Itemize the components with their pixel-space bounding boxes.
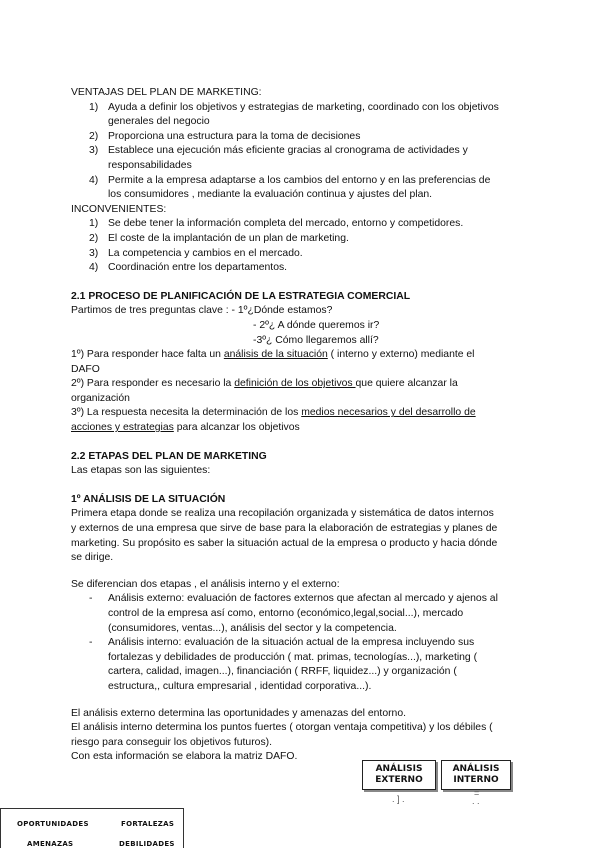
section-heading-2-2: 2.2 ETAPAS DEL PLAN DE MARKETING [71, 450, 267, 462]
list-item: - Análisis interno: evaluación de la situación actual de la empresa incluyendo sus fortalezas y debilidades de producción ( mat. primas, tecnologías...), marketing ( cartera, calidad, imagen...), financiación ( RRFF, liquidez...) y organización ( estructura,, cultura empresarial , identidad corporativa...). [89, 637, 478, 692]
list-item: 2) Proporciona una estructura para la toma de decisiones [89, 130, 361, 142]
analisis-externo-box: ANÁLISIS EXTERNO [362, 760, 436, 790]
answer-2: 2º) Para responder es necesario la definición de los objetivos que quiere alcanzar la organización [71, 378, 458, 404]
dafo-diagram [348, 760, 532, 848]
list-item: 2) El coste de la implantación de un plan de marketing. [89, 232, 349, 244]
list-item: 1) Ayuda a definir los objetivos y estrategias de marketing, coordinado con los objetivos generales del negocio [89, 101, 499, 128]
question-3: -3º¿ Cómo llegaremos allí? [253, 334, 379, 346]
section-heading-analisis: 1º ANÁLISIS DE LA SITUACIÓN [71, 493, 226, 505]
dafo-matrix [0, 808, 184, 848]
stages-intro: Las etapas son las siguientes: [71, 465, 211, 477]
list-item: 4) Coordinación entre los departamentos. [89, 262, 288, 274]
inconvenientes-title: INCONVENIENTES: [71, 203, 167, 215]
amenazas-cell: AMENAZAS [27, 840, 74, 848]
fortalezas-cell: FORTALEZAS [121, 820, 175, 828]
question-2: - 2º¿ A dónde queremos ir? [253, 319, 380, 331]
answer-1: 1º) Para responder hace falta un análisis de la situación ( interno y externo) mediante el DAFO [71, 349, 475, 375]
connector-interno: = [474, 788, 480, 798]
analisis-interno-box: ANÁLISIS INTERNO [441, 760, 511, 790]
debilidades-cell: DEBILIDADES [119, 840, 175, 848]
answer-3: 3º) La respuesta necesita la determinación de los medios necesarios y del desarrollo de acciones y estrategias para alcanzar los objetivos [71, 407, 476, 434]
analisis-list [71, 592, 531, 694]
document-body [71, 86, 531, 765]
list-item: 3) La competencia y cambios en el mercado. [89, 247, 303, 259]
section-heading-2-1: 2.1 PROCESO DE PLANIFICACIÓN DE LA ESTRATEGIA COMERCIAL [71, 290, 411, 302]
analisis-paragraph-1: Primera etapa donde se realiza una recopilación organizada y sistemática de datos internos y externos de una empresa que sirve de base para la elaboración de estrategias y planes de marketing. Su propósito es saber la situación actual de la empresa o producto y hacia dónde se dirige. [71, 508, 498, 564]
inconvenientes-list [71, 217, 531, 275]
ventajas-list [71, 101, 531, 203]
analisis-paragraph-2: Se diferencian dos etapas , el análisis interno y el externo: [71, 578, 340, 590]
ventajas-title: VENTAJAS DEL PLAN DE MARKETING: [71, 87, 262, 98]
analisis-paragraph-3: El análisis externo determina las oportunidades y amenazas del entorno. El análisis interno determina los puntos fuertes ( otorgan ventaja competitiva) y los débiles ( riesgo para conseguir los objetivos futuros). Con esta información se elabora la matriz DAFO. [71, 707, 493, 763]
list-item: 4) Permite a la empresa adaptarse a los cambios del entorno y en las preferencias de los consumidores , mediante la evaluación continua y ajustes del plan. [89, 174, 491, 201]
list-item: 3) Establece una ejecución más eficiente gracias al cronograma de actividades y responsabilidades [89, 145, 468, 171]
questions-intro: Partimos de tres preguntas clave : - 1º¿Dónde estamos? [71, 305, 333, 317]
oportunidades-cell: OPORTUNIDADES [17, 820, 89, 828]
list-item: 1) Se debe tener la información completa del mercado, entorno y competidores. [89, 218, 464, 230]
connector-externo: . ] . [392, 794, 405, 804]
list-item: - Análisis externo: evaluación de factores externos que afectan al mercado y ajenos al control de la empresa así como, entorno (económico,legal,social...), mercado (consumidores, ventas...), análisis del sector y la competencia. [89, 593, 498, 634]
connector-interno-dots: . . [472, 796, 480, 806]
